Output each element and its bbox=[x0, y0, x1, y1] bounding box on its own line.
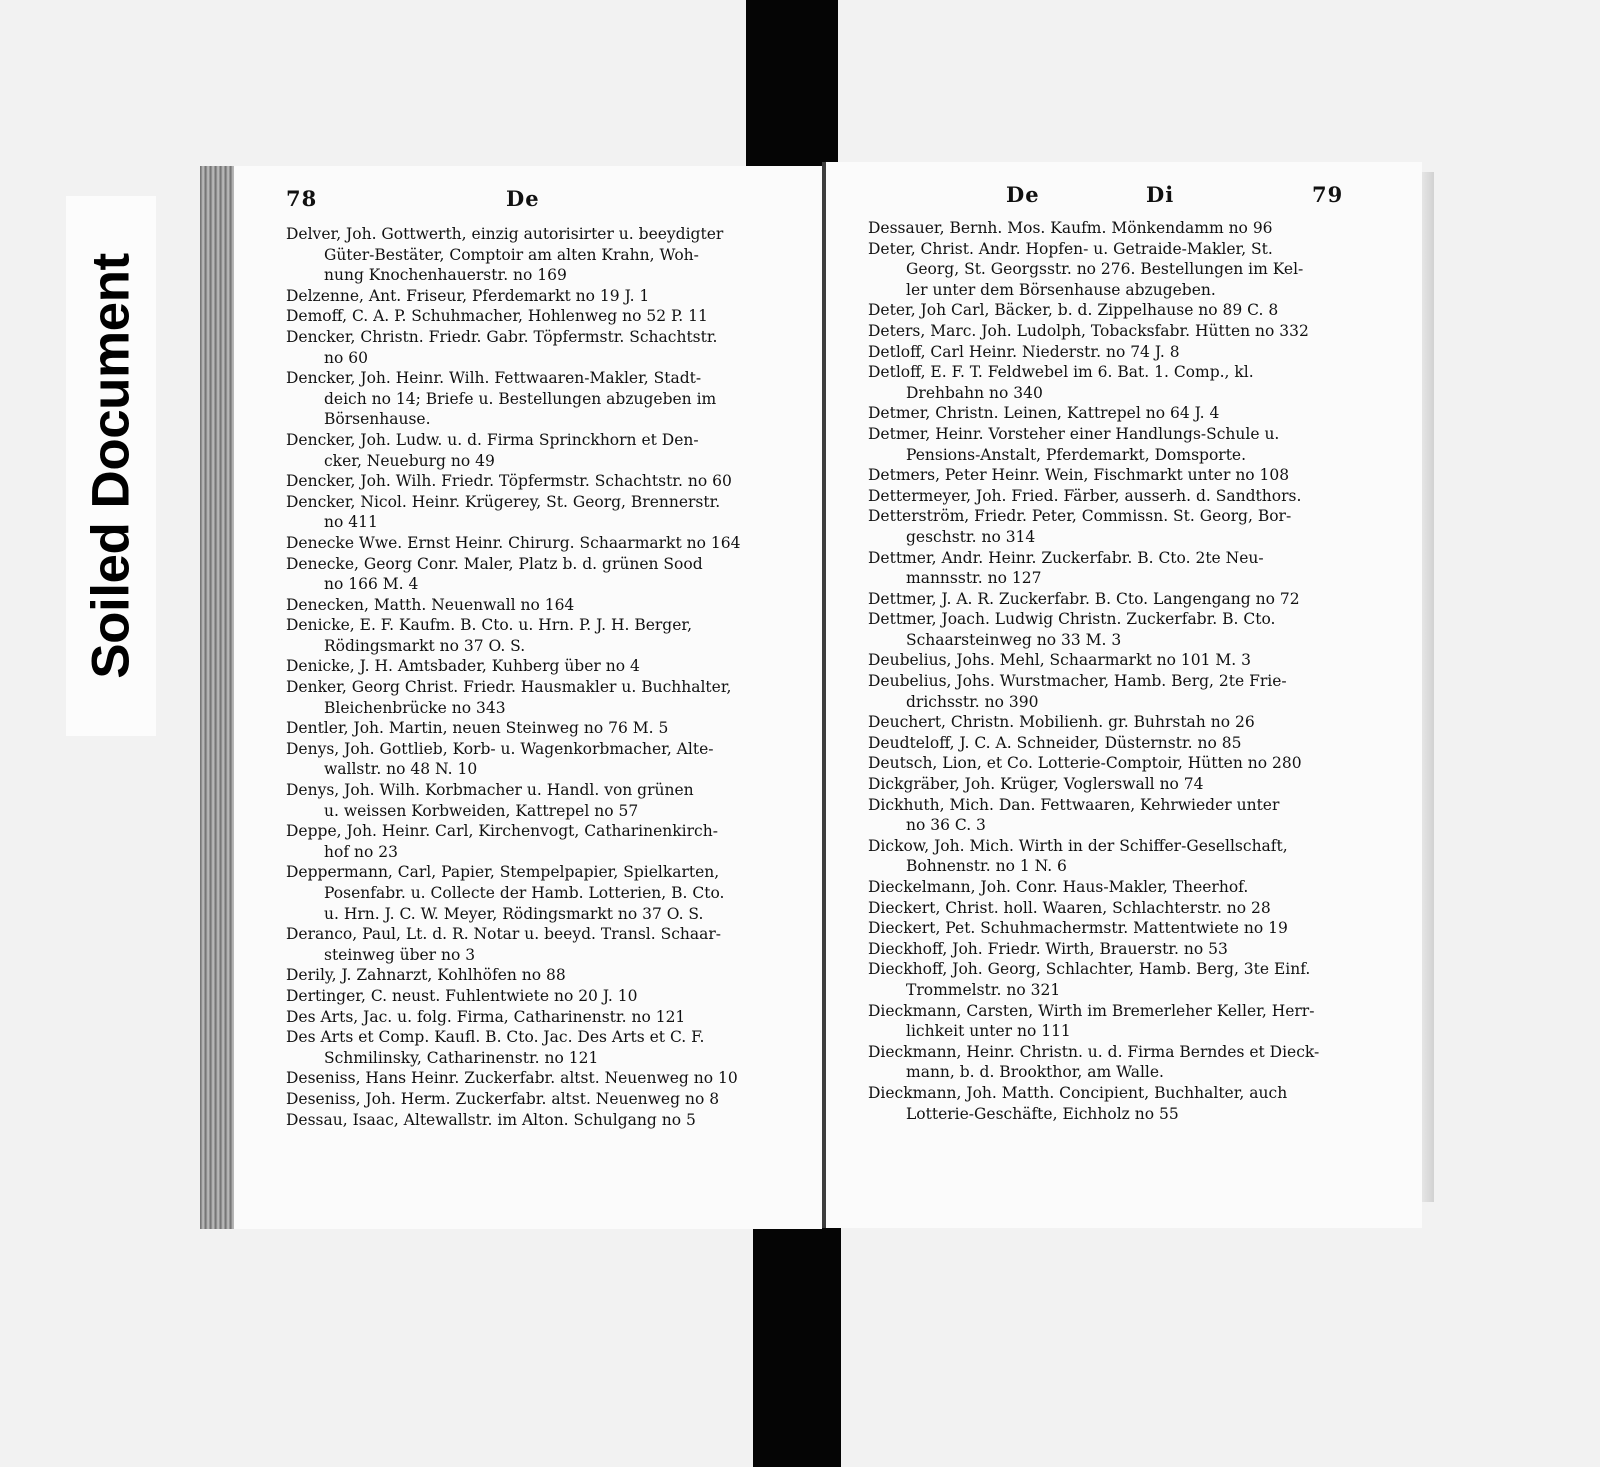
directory-entry: Dieckert, Pet. Schuhmachermstr. Mattentwiete no 19 bbox=[868, 919, 1288, 938]
directory-entries bbox=[286, 224, 786, 1130]
running-head: De bbox=[506, 186, 540, 211]
directory-entry: Dickhuth, Mich. Dan. Fettwaaren, Kehrwieder unter no 36 C. 3 bbox=[868, 795, 1280, 835]
directory-entry: Denecken, Matth. Neuenwall no 164 bbox=[286, 595, 575, 614]
directory-entry: Dencker, Christn. Friedr. Gabr. Töpfermstr. Schachtstr. no 60 bbox=[286, 327, 718, 367]
directory-entry: Delzenne, Ant. Friseur, Pferdemarkt no 19 J. 1 bbox=[286, 286, 650, 305]
directory-entry: Denys, Joh. Gottlieb, Korb- u. Wagenkorbmacher, Alte- wallstr. no 48 N. 10 bbox=[286, 739, 714, 779]
directory-entry: Dencker, Joh. Wilh. Friedr. Töpfermstr. Schachtstr. no 60 bbox=[286, 472, 732, 491]
directory-entry: Dickgräber, Joh. Krüger, Voglerswall no 74 bbox=[868, 775, 1204, 794]
directory-entry: Dettermeyer, Joh. Fried. Färber, ausserh. d. Sandthors. bbox=[868, 486, 1302, 505]
page-number: 78 bbox=[286, 186, 318, 211]
right-page bbox=[822, 162, 1422, 1228]
directory-entry: Denys, Joh. Wilh. Korbmacher u. Handl. von grünen u. weissen Korbweiden, Kattrepel no 57 bbox=[286, 781, 694, 820]
directory-entry: Denker, Georg Christ. Friedr. Hausmakler u. Buchhalter, Bleichenbrücke no 343 bbox=[286, 678, 732, 717]
directory-entry: Dieckelmann, Joh. Conr. Haus-Makler, Theerhof. bbox=[868, 878, 1249, 896]
directory-entry: Detloff, E. F. T. Feldwebel im 6. Bat. 1. Comp., kl. Drehbahn no 340 bbox=[868, 363, 1254, 402]
directory-entry: Dieckmann, Joh. Matth. Concipient, Buchhalter, auch Lotterie-Geschäfte, Eichholz no 55 bbox=[868, 1083, 1288, 1123]
directory-entry: Dertinger, C. neust. Fuhlentwiete no 20 J. 10 bbox=[286, 986, 638, 1005]
directory-entry: Demoff, C. A. P. Schuhmacher, Hohlenweg no 52 P. 11 bbox=[286, 307, 708, 326]
directory-entry: Deubelius, Johs. Wurstmacher, Hamb. Berg, 2te Frie- drichsstr. no 390 bbox=[868, 672, 1287, 711]
directory-entry: Dencker, Joh. Ludw. u. d. Firma Sprinckhorn et Den- cker, Neueburg no 49 bbox=[286, 430, 699, 470]
directory-entry: Denecke, Georg Conr. Maler, Platz b. d. grünen Sood no 166 M. 4 bbox=[286, 554, 703, 594]
book-spine-top bbox=[746, 0, 838, 174]
directory-entry: Denecke Wwe. Ernst Heinr. Chirurg. Schaarmarkt no 164 bbox=[286, 533, 741, 552]
directory-entry: Deppermann, Carl, Papier, Stempelpapier, Spielkarten, Posenfabr. u. Collecte der Hamb. Lotterien, B. Cto. u. Hrn. J. C. W. Meyer, Rödingsmarkt no 37 O. S. bbox=[286, 863, 725, 923]
directory-entry: Deppe, Joh. Heinr. Carl, Kirchenvogt, Catharinenkirch- hof no 23 bbox=[286, 822, 718, 861]
directory-entry: Dieckmann, Heinr. Christn. u. d. Firma Berndes et Dieck- mann, b. d. Brookthor, am Walle. bbox=[868, 1042, 1320, 1082]
directory-entry: Deubelius, Johs. Mehl, Schaarmarkt no 101 M. 3 bbox=[868, 651, 1251, 670]
directory-entry: Dessauer, Bernh. Mos. Kaufm. Mönkendamm no 96 bbox=[868, 219, 1273, 237]
directory-entry: Dencker, Nicol. Heinr. Krügerey, St. Georg, Brennerstr. no 411 bbox=[286, 492, 721, 532]
directory-entry: Dieckert, Christ. holl. Waaren, Schlachterstr. no 28 bbox=[868, 898, 1271, 917]
directory-entry: Des Arts, Jac. u. folg. Firma, Catharinenstr. no 121 bbox=[286, 1007, 686, 1026]
directory-entry: Denicke, J. H. Amtsbader, Kuhberg über no 4 bbox=[286, 657, 640, 676]
running-head: Di bbox=[1146, 182, 1175, 207]
running-head: De bbox=[1006, 182, 1040, 207]
directory-entry: Dettmer, Joach. Ludwig Christn. Zuckerfabr. B. Cto. Schaarsteinweg no 33 M. 3 bbox=[868, 610, 1276, 649]
directory-entry: Dettmer, J. A. R. Zuckerfabr. B. Cto. Langengang no 72 bbox=[868, 589, 1300, 608]
directory-entry: Denicke, E. F. Kaufm. B. Cto. u. Hrn. P. J. H. Berger, Rödingsmarkt no 37 O. S. bbox=[286, 616, 693, 655]
directory-entry: Deranco, Paul, Lt. d. R. Notar u. beeyd. Transl. Schaar- steinweg über no 3 bbox=[286, 925, 722, 964]
directory-entry: Deter, Christ. Andr. Hopfen- u. Getraide-Makler, St. Georg, St. Georgsstr. no 276. Bestellungen im Kel- ler unter dem Börsenhause abzugeben. bbox=[868, 239, 1304, 299]
directory-entry: Deters, Marc. Joh. Ludolph, Tobacksfabr. Hütten no 332 bbox=[868, 321, 1309, 340]
directory-entry: Dencker, Joh. Heinr. Wilh. Fettwaaren-Makler, Stadt- deich no 14; Briefe u. Bestellungen abzugeben im Börsenhause. bbox=[286, 369, 717, 429]
directory-entry: Detloff, Carl Heinr. Niederstr. no 74 J. 8 bbox=[868, 342, 1180, 361]
directory-entry: Dieckmann, Carsten, Wirth im Bremerleher Keller, Herr- lichkeit unter no 111 bbox=[868, 1001, 1315, 1041]
left-page bbox=[200, 166, 822, 1229]
directory-entry: Deuchert, Christn. Mobilienh. gr. Buhrstah no 26 bbox=[868, 713, 1255, 732]
directory-entry: Deseniss, Hans Heinr. Zuckerfabr. altst. Neuenweg no 10 bbox=[286, 1069, 738, 1088]
directory-entry: Dettmer, Andr. Heinr. Zuckerfabr. B. Cto. 2te Neu- mannsstr. no 127 bbox=[868, 548, 1264, 588]
directory-entry: Deseniss, Joh. Herm. Zuckerfabr. altst. Neuenweg no 8 bbox=[286, 1089, 720, 1108]
directory-entry: Deutsch, Lion, et Co. Lotterie-Comptoir, Hütten no 280 bbox=[868, 754, 1302, 773]
directory-entry: Dessau, Isaac, Altewallstr. im Alton. Schulgang no 5 bbox=[286, 1110, 696, 1129]
directory-entry: Dieckhoff, Joh. Georg, Schlachter, Hamb. Berg, 3te Einf. Trommelstr. no 321 bbox=[868, 960, 1311, 999]
directory-entry: Detmer, Christn. Leinen, Kattrepel no 64 J. 4 bbox=[868, 404, 1220, 423]
book-spine-bottom bbox=[753, 1224, 841, 1467]
directory-entry: Des Arts et Comp. Kaufl. B. Cto. Jac. Des Arts et C. F. Schmilinsky, Catharinenstr. no 121 bbox=[286, 1028, 705, 1067]
directory-entry: Derily, J. Zahnarzt, Kohlhöfen no 88 bbox=[286, 966, 566, 985]
page-number: 79 bbox=[1312, 182, 1344, 207]
directory-entry: Detmers, Peter Heinr. Wein, Fischmarkt unter no 108 bbox=[868, 466, 1290, 485]
directory-entry: Deter, Joh Carl, Bäcker, b. d. Zippelhause no 89 C. 8 bbox=[868, 301, 1279, 320]
page-edge-stack bbox=[200, 166, 234, 1229]
directory-entry: Detmer, Heinr. Vorsteher einer Handlungs-Schule u. Pensions-Anstalt, Pferdemarkt, Domsporte. bbox=[868, 424, 1280, 464]
directory-entry: Dieckhoff, Joh. Friedr. Wirth, Brauerstr. no 53 bbox=[868, 939, 1228, 958]
directory-entry: Detterström, Friedr. Peter, Commissn. St. Georg, Bor- geschstr. no 314 bbox=[868, 507, 1292, 546]
directory-entries bbox=[868, 218, 1378, 1124]
directory-entry: Delver, Joh. Gottwerth, einzig autorisirter u. beeydigter Güter-Bestäter, Comptoir am alten Krahn, Woh- nung Knochenhauerstr. no 169 bbox=[286, 225, 724, 285]
directory-entry: Dickow, Joh. Mich. Wirth in der Schiffer-Gesellschaft, Bohnenstr. no 1 N. 6 bbox=[868, 836, 1288, 876]
directory-entry: Dentler, Joh. Martin, neuen Steinweg no 76 M. 5 bbox=[286, 719, 669, 738]
page-edge-stack bbox=[1422, 172, 1434, 1202]
soiled-document-stamp: Soiled Document bbox=[81, 253, 141, 679]
directory-entry: Deudteloff, J. C. A. Schneider, Düsternstr. no 85 bbox=[868, 733, 1242, 752]
